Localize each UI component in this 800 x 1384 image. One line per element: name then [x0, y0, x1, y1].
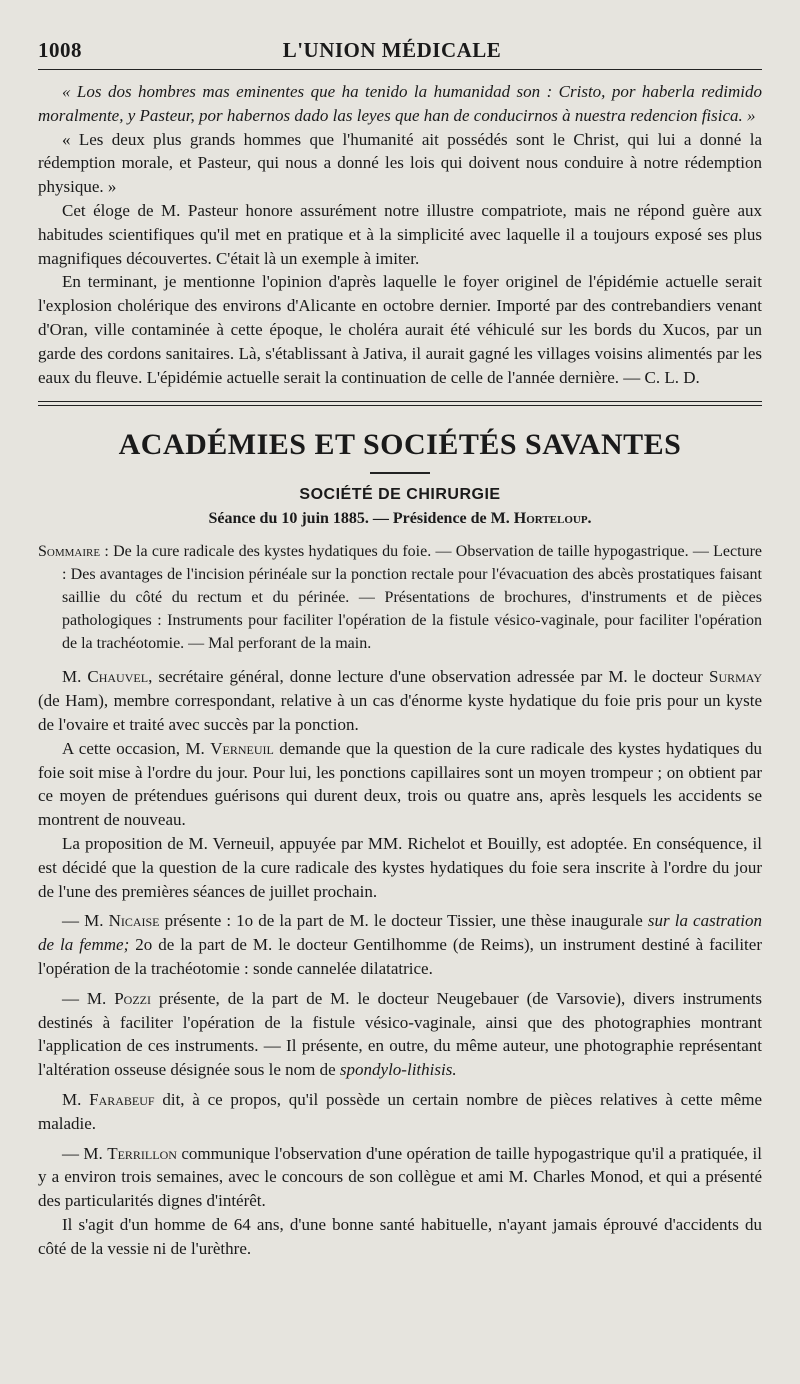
seance-line [38, 510, 762, 528]
seance-text: Séance du 10 juin 1885. — Présidence de M. [208, 510, 514, 528]
person-name: Terrillon [107, 1143, 177, 1163]
paragraph-chauvel: M. Chauvel, secrétaire général, donne lecture d'une observation adressée par M. le docteur Surmay (de Ham), membre correspondant, relative à un cas d'énorme kyste hydatique du foie pris pour un kyste de l'ovaire et traité avec succès par la ponction. [38, 667, 763, 734]
paragraph-patient: Il s'agit d'un homme de 64 ans, d'une bonne santé habituelle, n'ayant jamais éprouvé d'accidents du côté de la vessie ni de l'urèthre. [38, 1214, 762, 1258]
person-name: Pozzi [114, 988, 151, 1008]
sommaire-text: : De la cure radicale des kystes hydatiques du foie. — Observation de taille hypogastrique. — Lecture : Des avantages de l'incision périnéale sur la ponction rectale pour l'évacuation des abcès prostatiques faisant saillie du côté du rectum et du périnée. — Présentations de brochures, d'instruments et de pièces pathologiques : Instruments pour faciliter l'opération de la fistule vésico-vaginale, pour faciliter l'opération de la trachéotomie. — Mal perforant de la main. [62, 543, 762, 653]
person-name: Nicaise [108, 911, 160, 931]
running-head [38, 38, 762, 70]
page-number: 1008 [38, 38, 82, 62]
section-divider-top [38, 401, 762, 402]
person-name: Farabeuf [89, 1089, 155, 1109]
paragraph-pozzi: — M. Pozzi présente, de la part de M. le docteur Neugebauer (de Varsovie), divers instruments destinés à faciliter l'opération de la fistule vésico-vaginale, ainsi que des photographies montrant l'application de ces instruments. — Il présente, en outre, du même auteur, une photographie représentant l'altération osseuse désignée sous le nom de spondylo-lithisis. [38, 988, 762, 1080]
journal-title: L'UNION MÉDICALE [282, 38, 502, 62]
paragraph-eloge: Cet éloge de M. Pasteur honore assurément notre illustre compatriote, mais ne répond guère aux habitudes scientifiques qu'il met en pratique et à la simplicité avec laquelle il a toujours exposé ses plus magnifiques découvertes. C'était là un exemple à imiter. [38, 200, 762, 268]
paragraph-farabeuf: M. Farabeuf dit, à ce propos, qu'il possède un certain nombre de pièces relatives à cette même maladie. [38, 1089, 762, 1133]
person-name: Surmay [708, 667, 763, 687]
person-name: Verneuil [210, 738, 274, 758]
sommaire-label: Sommaire [38, 543, 101, 561]
person-name: Chauvel [87, 667, 149, 687]
section-title: ACADÉMIES ET SOCIÉTÉS SAVANTES [118, 428, 682, 462]
paragraph-nicaise: — M. Nicaise présente : 1o de la part de M. le docteur Tissier, une thèse inaugurale sur la castration de la femme; 2o de la part de M. le docteur Gentilhomme (de Reims), un instrument destiné à faciliter l'opération de la trachéotomie : sonde cannelée dilatatrice. [38, 911, 762, 978]
french-quote: « Les deux plus grands hommes que l'humanité ait possédés sont le Christ, qui lui a donné la rédemption morale, et Pasteur, qui nous a donné les lois qui doivent nous conduire à notre rédemption physique. » [38, 129, 762, 197]
president-name: Horteloup. [513, 510, 592, 528]
section-divider-bottom [38, 405, 762, 406]
paragraph-terrillon: — M. Terrillon communique l'observation d'une opération de taille hypogastrique qu'il a pratiquée, il y a environ trois semaines, avec le concours de son collègue et ami M. Charles Monod, et qui a présenté des particularités dignes d'intérêt. [38, 1143, 762, 1211]
paragraph-verneuil: A cette occasion, M. Verneuil demande que la question de la cure radicale des kystes hydatiques du foie soit mise à l'ordre du jour. Pour lui, les ponctions capillaires sont un moyen trompeur ; on obtient par ce moyen de prétendues guérisons qui durent deux, trois ou quatre ans, après lesquels les accidents se montrent de nouveau. [38, 738, 763, 830]
paragraph-terminant: En terminant, je mentionne l'opinion d'après laquelle le foyer originel de l'épidémie actuelle serait l'explosion cholérique des environs d'Alicante en octobre dernier. Importé par des contrebandiers venant d'Oran, ville contaminée à cette époque, le choléra aurait été véhiculé sur les bords du Xucos, par un garde des cordons sanitaires. Là, s'établissant à Jativa, il aurait gagné les villages voisins alimentés par les eaux du fleuve. L'épidémie actuelle serait la continuation de celle de l'année dernière. — C. L. D. [38, 272, 762, 387]
sommaire [38, 540, 762, 655]
paragraph-proposition: La proposition de M. Verneuil, appuyée par MM. Richelot et Bouilly, est adoptée. En conséquence, il est décidé que la question de la cure radicale des kystes hydatiques du foie sera inscrite à l'ordre du jour de l'une des premières séances de juillet prochain. [38, 833, 762, 901]
society-title: SOCIÉTÉ DE CHIRURGIE [299, 486, 501, 504]
title-rule [370, 472, 430, 474]
spanish-quote: « Los dos hombres mas eminentes que ha tenido la humanidad son : Cristo, por haberla redimido moralmente, y Pasteur, por habernos dado las leyes que han de conducirnos à nuestra redencion fisica. » [38, 82, 762, 125]
